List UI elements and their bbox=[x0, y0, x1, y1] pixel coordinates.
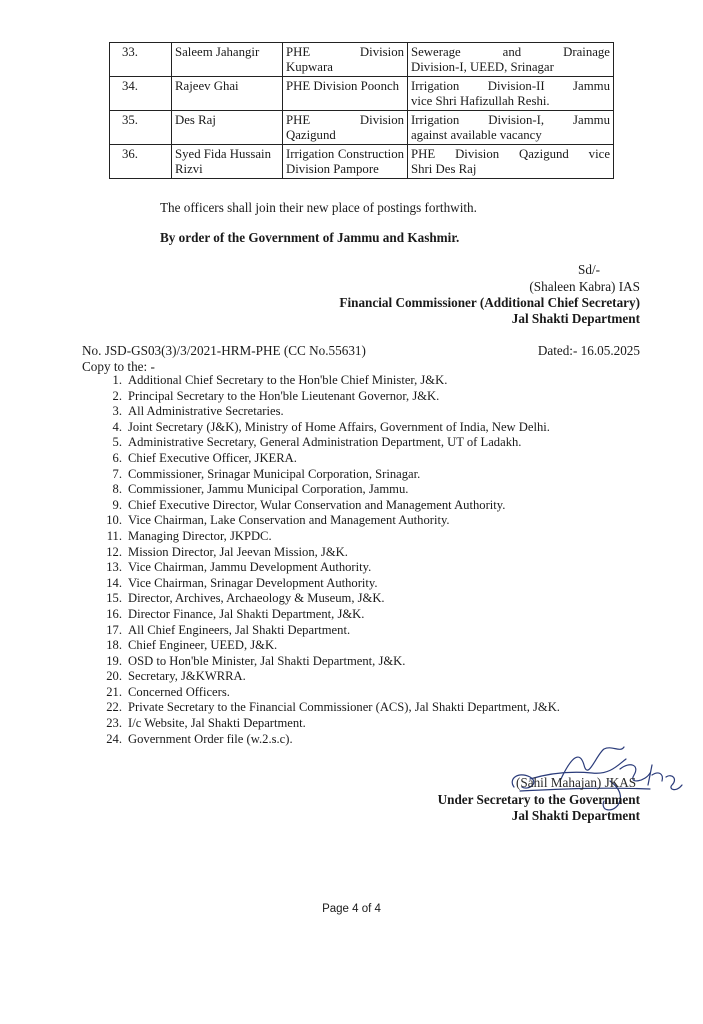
new-posting bbox=[408, 145, 614, 179]
new-posting-line: Shri Des Raj bbox=[411, 162, 477, 176]
list-item-text: Administrative Secretary, General Administration Department, UT of Ladakh. bbox=[128, 435, 522, 450]
under-secretary-name: (Sahil Mahajan) JKAS bbox=[516, 775, 637, 790]
list-item-text: Mission Director, Jal Jeevan Mission, J&K. bbox=[128, 544, 348, 559]
list-item-number: 12. bbox=[106, 544, 122, 559]
table-row bbox=[110, 77, 614, 111]
list-item-text: Director, Archives, Archaeology & Museum, J&K. bbox=[128, 591, 385, 606]
dated-line: Dated:- 16.05.2025 bbox=[537, 343, 640, 358]
list-item bbox=[82, 732, 560, 748]
list-item-number: 16. bbox=[106, 606, 122, 621]
list-item-number: 20. bbox=[106, 669, 122, 684]
list-item-number: 1. bbox=[112, 373, 122, 387]
present-posting bbox=[283, 145, 408, 179]
new-posting-line: vice Shri Hafizullah Reshi. bbox=[411, 94, 550, 108]
table-row bbox=[110, 145, 614, 179]
list-item-number: 10. bbox=[106, 513, 122, 528]
list-item bbox=[82, 576, 560, 592]
list-item-number: 6. bbox=[112, 450, 122, 465]
list-item-number: 24. bbox=[106, 731, 122, 746]
list-item bbox=[82, 389, 560, 405]
list-item bbox=[82, 404, 560, 420]
list-item-number: 23. bbox=[106, 716, 122, 731]
list-item-number: 5. bbox=[112, 435, 122, 450]
list-item-text: All Administrative Secretaries. bbox=[128, 404, 284, 419]
list-item-number: 19. bbox=[106, 653, 122, 668]
list-item bbox=[82, 435, 560, 451]
present-posting-line: Qazigund bbox=[286, 128, 336, 142]
serial-number: 36. bbox=[110, 145, 172, 179]
list-item bbox=[82, 467, 560, 483]
new-posting-line: Irrigation Division-II Jammu bbox=[411, 79, 610, 93]
list-item-text: Commissioner, Jammu Municipal Corporation, Jammu. bbox=[128, 482, 409, 497]
list-item bbox=[82, 716, 560, 732]
list-item bbox=[82, 685, 560, 701]
table-row bbox=[110, 43, 614, 77]
list-item-text: Chief Engineer, UEED, J&K. bbox=[128, 638, 278, 653]
serial-number: 33. bbox=[110, 43, 172, 77]
present-posting bbox=[283, 43, 408, 77]
list-item-text: Managing Director, JKPDC. bbox=[128, 528, 272, 543]
present-posting-line: Kupwara bbox=[286, 60, 333, 74]
new-posting-line: Sewerage and Drainage bbox=[411, 45, 610, 59]
list-item-text: Vice Chairman, Srinagar Development Authority. bbox=[128, 575, 378, 590]
list-item-number: 17. bbox=[106, 622, 122, 637]
list-item-text: All Chief Engineers, Jal Shakti Department. bbox=[128, 622, 351, 637]
copy-to-list bbox=[82, 373, 560, 747]
list-item-number: 4. bbox=[112, 419, 122, 434]
list-item-number: 2. bbox=[112, 388, 122, 403]
list-item bbox=[82, 654, 560, 670]
new-posting-line: PHE Division Qazigund vice bbox=[411, 147, 610, 161]
list-item-number: 13. bbox=[106, 560, 122, 575]
join-note: The officers shall join their new place of postings forthwith. bbox=[160, 200, 477, 215]
present-posting bbox=[283, 111, 408, 145]
copy-to-heading: Copy to the: - bbox=[82, 359, 155, 374]
list-item bbox=[82, 591, 560, 607]
list-item bbox=[82, 545, 560, 561]
list-item-number: 3. bbox=[112, 404, 122, 419]
present-posting-line: Division Pampore bbox=[286, 162, 379, 176]
under-secretary-designation: Under Secretary to the Government bbox=[437, 792, 640, 807]
present-posting-line: PHE Division bbox=[286, 45, 404, 59]
list-item-number: 18. bbox=[106, 638, 122, 653]
list-item-text: Principal Secretary to the Hon'ble Lieutenant Governor, J&K. bbox=[128, 388, 440, 403]
officer-name-line: Syed Fida Hussain bbox=[175, 147, 271, 161]
officer-name bbox=[172, 145, 283, 179]
list-item-text: Joint Secretary (J&K), Ministry of Home Affairs, Government of India, New Delhi. bbox=[128, 419, 550, 434]
list-item bbox=[82, 482, 560, 498]
list-item-number: 22. bbox=[106, 700, 122, 715]
signatory-designation: Financial Commissioner (Additional Chief Secretary) bbox=[339, 295, 640, 310]
list-item bbox=[82, 498, 560, 514]
officer-name-line: Des Raj bbox=[175, 113, 216, 127]
postings-table bbox=[109, 42, 614, 179]
officer-name bbox=[172, 43, 283, 77]
list-item-number: 14. bbox=[106, 575, 122, 590]
list-item-text: Private Secretary to the Financial Commissioner (ACS), Jal Shakti Department, J&K. bbox=[128, 700, 560, 715]
new-posting bbox=[408, 111, 614, 145]
list-item-number: 9. bbox=[112, 497, 122, 512]
list-item bbox=[82, 560, 560, 576]
list-item-text: Chief Executive Officer, JKERA. bbox=[128, 450, 297, 465]
list-item bbox=[82, 623, 560, 639]
list-item-text: Vice Chairman, Jammu Development Authority. bbox=[128, 560, 372, 575]
under-secretary-department: Jal Shakti Department bbox=[511, 808, 640, 823]
officer-name-line: Saleem Jahangir bbox=[175, 45, 260, 59]
list-item bbox=[82, 529, 560, 545]
reference-number: No. JSD-GS03(3)/3/2021-HRM-PHE (CC No.55631) bbox=[82, 343, 366, 358]
list-item-text: Secretary, J&KWRRA. bbox=[128, 669, 246, 684]
list-item-number: 11. bbox=[106, 528, 122, 543]
sd-mark: Sd/- bbox=[578, 262, 600, 277]
officer-name bbox=[172, 111, 283, 145]
list-item bbox=[82, 669, 560, 685]
present-posting-line: Irrigation Construction bbox=[286, 147, 404, 161]
list-item-number: 15. bbox=[106, 591, 122, 606]
list-item-text: OSD to Hon'ble Minister, Jal Shakti Department, J&K. bbox=[128, 653, 406, 668]
officer-name bbox=[172, 77, 283, 111]
page-number: Page 4 of 4 bbox=[322, 903, 381, 915]
list-item-number: 8. bbox=[112, 482, 122, 497]
officer-name-line: Rajeev Ghai bbox=[175, 79, 239, 93]
list-item bbox=[82, 420, 560, 436]
table-row bbox=[110, 111, 614, 145]
list-item-text: Vice Chairman, Lake Conservation and Management Authority. bbox=[128, 513, 450, 528]
present-posting bbox=[283, 77, 408, 111]
present-posting-line: PHE Division bbox=[286, 113, 404, 127]
list-item bbox=[82, 700, 560, 716]
new-posting bbox=[408, 77, 614, 111]
list-item-text: Director Finance, Jal Shakti Department, J&K. bbox=[128, 606, 365, 621]
new-posting-line: Division-I, UEED, Srinagar bbox=[411, 60, 554, 74]
list-item bbox=[82, 373, 560, 389]
serial-number: 35. bbox=[110, 111, 172, 145]
present-posting-line: PHE Division Poonch bbox=[286, 79, 400, 93]
list-item-number: 21. bbox=[106, 684, 122, 699]
signatory-name: (Shaleen Kabra) IAS bbox=[529, 279, 640, 294]
list-item bbox=[82, 513, 560, 529]
signatory-department: Jal Shakti Department bbox=[511, 311, 640, 326]
list-item-number: 7. bbox=[112, 466, 122, 481]
list-item bbox=[82, 451, 560, 467]
list-item-text: I/c Website, Jal Shakti Department. bbox=[128, 716, 306, 731]
new-posting-line: Irrigation Division-I, Jammu bbox=[411, 113, 610, 127]
new-posting bbox=[408, 43, 614, 77]
by-order-line: By order of the Government of Jammu and Kashmir. bbox=[160, 230, 460, 245]
list-item-text: Additional Chief Secretary to the Hon'ble Chief Minister, J&K. bbox=[128, 373, 448, 387]
list-item-text: Commissioner, Srinagar Municipal Corporation, Srinagar. bbox=[128, 466, 421, 481]
new-posting-line: against available vacancy bbox=[411, 128, 542, 142]
list-item bbox=[82, 638, 560, 654]
officer-name-line: Rizvi bbox=[175, 162, 203, 176]
list-item bbox=[82, 607, 560, 623]
serial-number: 34. bbox=[110, 77, 172, 111]
list-item-text: Chief Executive Director, Wular Conservation and Management Authority. bbox=[128, 497, 506, 512]
list-item-text: Government Order file (w.2.s.c). bbox=[128, 731, 293, 746]
list-item-text: Concerned Officers. bbox=[128, 684, 230, 699]
